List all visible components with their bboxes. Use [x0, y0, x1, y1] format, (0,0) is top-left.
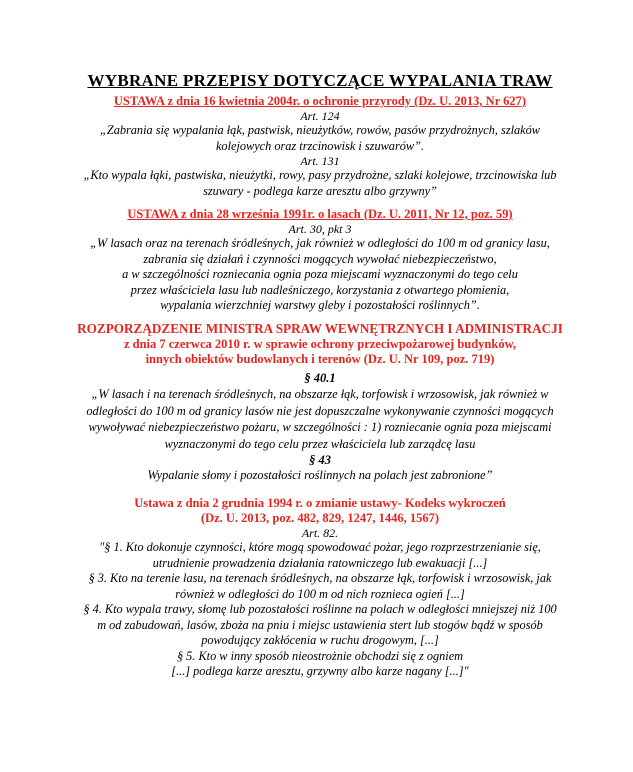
section-forests-act	[60, 207, 580, 314]
paragraph-quote	[60, 386, 580, 452]
quote-line: wyznaczonymi do tego celu przez właściciela lub zarządcę lasu	[164, 436, 476, 451]
quote-line: szuwary - podlega karze aresztu albo grzywny”	[203, 183, 437, 198]
article-number: Art. 30, pkt 3	[288, 222, 352, 236]
quote-line: § 5. Kto w inny sposób nieostrożnie obchodzi się z ogniem	[176, 648, 464, 663]
quote-line: § 4. Kto wypala trawy, słomę lub pozostałości roślinne na polach w odległości mniejszej niż 100	[83, 602, 557, 616]
quote-line: Wypalanie słomy i pozostałości roślinnych na polach jest zabronione”	[147, 468, 493, 482]
heading-line: innych obiektów budowlanych i terenów (Dz. U. Nr 109, poz. 719)	[145, 352, 495, 366]
quote-line: „Zabrania się wypalania łąk, pastwisk, nieużytków, rowów, pasów przydrożnych, szlaków	[100, 123, 540, 137]
quote-line: utrudnienie prowadzenia działania ratowniczego lub ewakuacji [...]	[152, 555, 488, 570]
quote-line: "§ 1. Kto dokonuje czynności, które mogą spowodować pożar, jego rozprzestrzenianie się,	[99, 540, 541, 554]
heading-line: z dnia 7 czerwca 2010 r. w sprawie ochrony przeciwpożarowej budynków,	[123, 337, 517, 351]
paragraph-number: § 40.1	[304, 371, 336, 385]
article-number: Art. 82.	[301, 526, 339, 540]
document-title: WYBRANE PRZEPISY DOTYCZĄCE WYPALANIA TRAW	[87, 71, 553, 90]
quote-line: „W lasach oraz na terenach śródleśnych, jak również w odległości do 100 m od granicy lasu,	[90, 236, 550, 250]
quote-line: § 3. Kto na terenie lasu, na terenach śródleśnych, na obszarze łąk, torfowisk i wrzosowisk, jak	[88, 571, 552, 585]
quote-line: kolejowych oraz trzcinowisk i szuwarów”.	[215, 138, 425, 153]
quote-line: odległości do 100 m od granicy lasów nie jest dopuszczalne wykonywanie czynności mogących	[86, 403, 554, 418]
quote-line: również w odległości do 100 m od nich roznieca ogień [...]	[175, 586, 465, 601]
quote-line: wypalania wierzchniej warstwy gleby i pozostałości roślinnych”.	[160, 298, 480, 312]
section-petty-offences-code	[60, 496, 580, 680]
quote-line: zabrania się działań i czynności mogących wywołać niebezpieczeństwo,	[143, 251, 497, 266]
article-quote	[60, 168, 580, 199]
article-quote	[60, 540, 580, 680]
quote-line: [...] podlega karze aresztu, grzywny albo karze nagany [...]"	[171, 664, 469, 678]
article-quote	[60, 123, 580, 154]
section-heading	[60, 496, 580, 526]
paragraph-quote	[60, 468, 580, 484]
quote-line: a w szczególności rozniecania ognia poza miejscami wyznaczonymi do tego celu	[122, 267, 518, 281]
section-heading	[60, 321, 580, 367]
article-number: Art. 124	[300, 109, 340, 123]
quote-line: „W lasach i na terenach śródleśnych, na obszarze łąk, torfowisk i wrzosowisk, jak również w	[91, 387, 549, 401]
heading-line: (Dz. U. 2013, poz. 482, 829, 1247, 1446, 1567)	[200, 511, 440, 525]
quote-line: przez właściciela lasu lub nadleśniczego, korzystania z otwartego płomienia,	[130, 282, 510, 297]
section-heading: USTAWA z dnia 16 kwietnia 2004r. o ochronie przyrody (Dz. U. 2013, Nr 627)	[113, 94, 527, 108]
quote-line: wywoływać niebezpieczeństwo pożaru, w szczególności : 1) rozniecanie ognia poza miejscami	[88, 420, 552, 434]
section-fire-protection-regulation	[60, 321, 580, 484]
quote-line: m od zabudowań, lasów, zboża na pniu i miejsc ustawienia stert lub stogów bądź w sposób	[97, 617, 543, 632]
section-nature-protection	[60, 94, 580, 199]
heading-line: ROZPORZĄDZENIE MINISTRA SPRAW WEWNĘTRZNYCH I ADMINISTRACJI	[77, 321, 563, 336]
quote-line: powodujący zakłócenia w ruchu drogowym, [...]	[201, 633, 439, 647]
article-number: Art. 131	[300, 154, 340, 168]
quote-line: „Kto wypala łąki, pastwiska, nieużytki, rowy, pasy przydrożne, szlaki kolejowe, trzcinowiska lub	[83, 168, 557, 182]
article-quote	[60, 236, 580, 314]
heading-line: Ustawa z dnia 2 grudnia 1994 r. o zmianie ustawy- Kodeks wykroczeń	[134, 496, 506, 510]
paragraph-number: § 43	[309, 453, 331, 467]
section-heading: USTAWA z dnia 28 września 1991r. o lasach (Dz. U. 2011, Nr 12, poz. 59)	[127, 207, 513, 221]
